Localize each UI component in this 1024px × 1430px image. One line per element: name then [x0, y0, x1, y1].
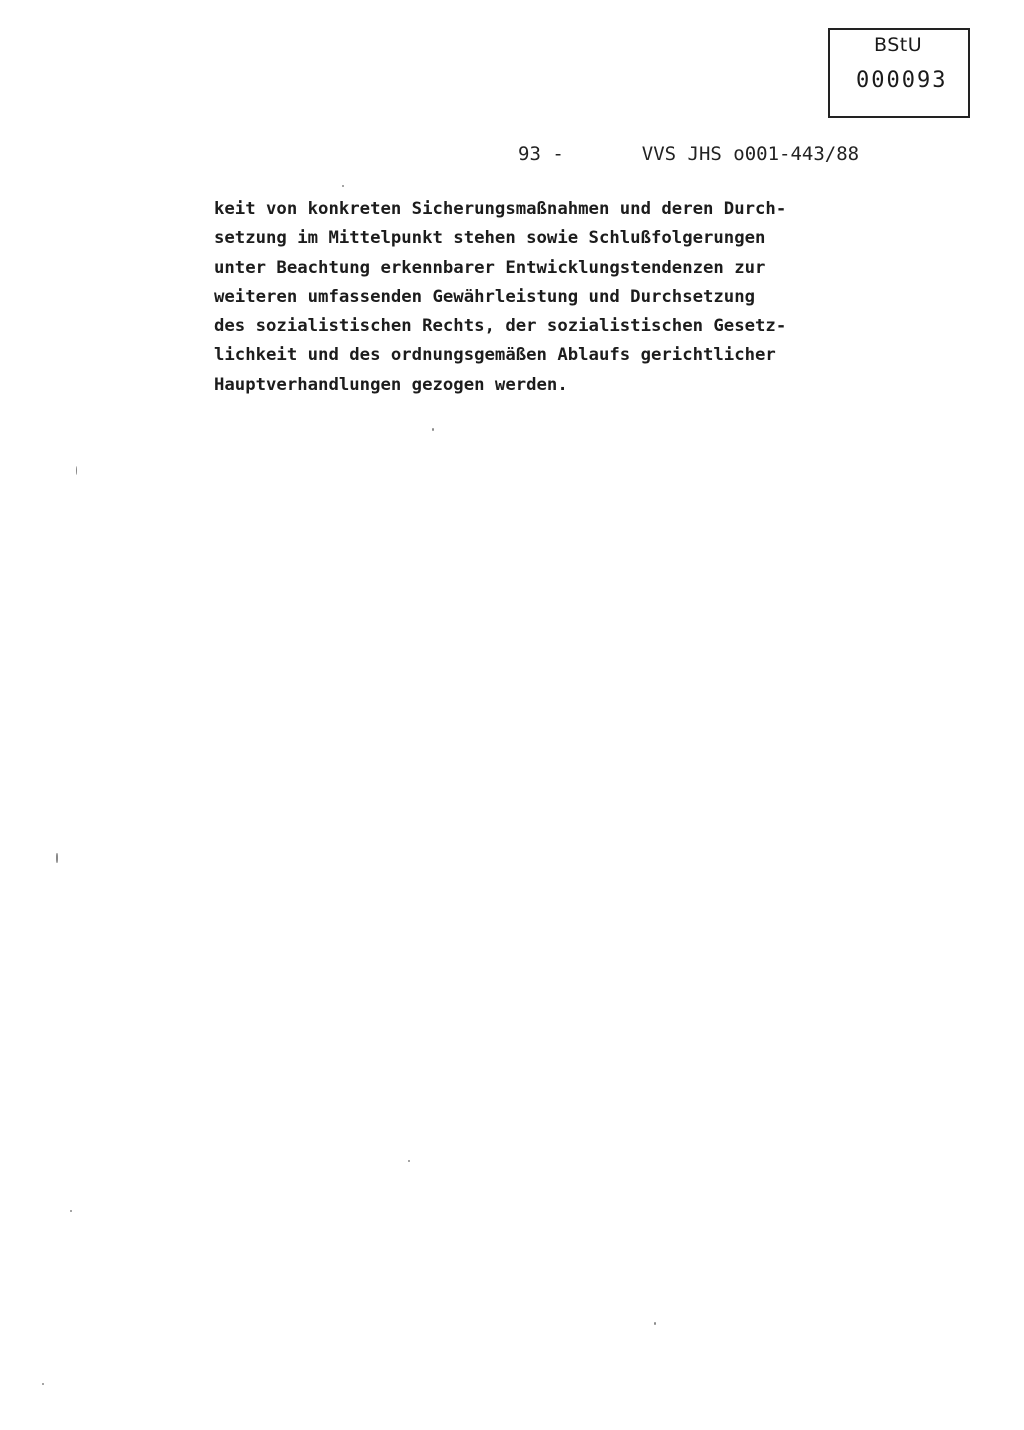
body-paragraph	[214, 195, 894, 400]
page-header	[518, 143, 859, 165]
page-number: 93 -	[518, 143, 564, 165]
text-line: Hauptverhandlungen gezogen werden.	[214, 374, 568, 395]
scan-speck	[432, 428, 434, 431]
stamp-page-number: 000093	[856, 68, 948, 93]
text-line: unter Beachtung erkennbarer Entwicklungstendenzen zur	[214, 257, 766, 278]
stamp-organization: BStU	[874, 34, 923, 56]
archive-stamp	[828, 28, 970, 118]
scan-speck	[56, 853, 58, 863]
text-line: weiteren umfassenden Gewährleistung und Durchsetzung	[214, 286, 756, 307]
text-line: des sozialistischen Rechts, der sozialistischen Gesetz-	[214, 316, 787, 337]
scan-speck	[654, 1322, 656, 1325]
scan-speck	[408, 1160, 410, 1162]
text-line: keit von konkreten Sicherungsmaßnahmen und deren Durch-	[214, 199, 787, 219]
scan-speck	[76, 466, 77, 475]
text-line: lichkeit und des ordnungsgemäßen Ablaufs gerichtlicher	[214, 345, 776, 366]
scan-speck	[42, 1383, 44, 1385]
scan-speck	[70, 1210, 72, 1212]
text-line: setzung im Mittelpunkt stehen sowie Schlußfolgerungen	[214, 228, 766, 249]
document-reference: VVS JHS o001-443/88	[641, 143, 860, 165]
scan-speck	[342, 185, 344, 187]
